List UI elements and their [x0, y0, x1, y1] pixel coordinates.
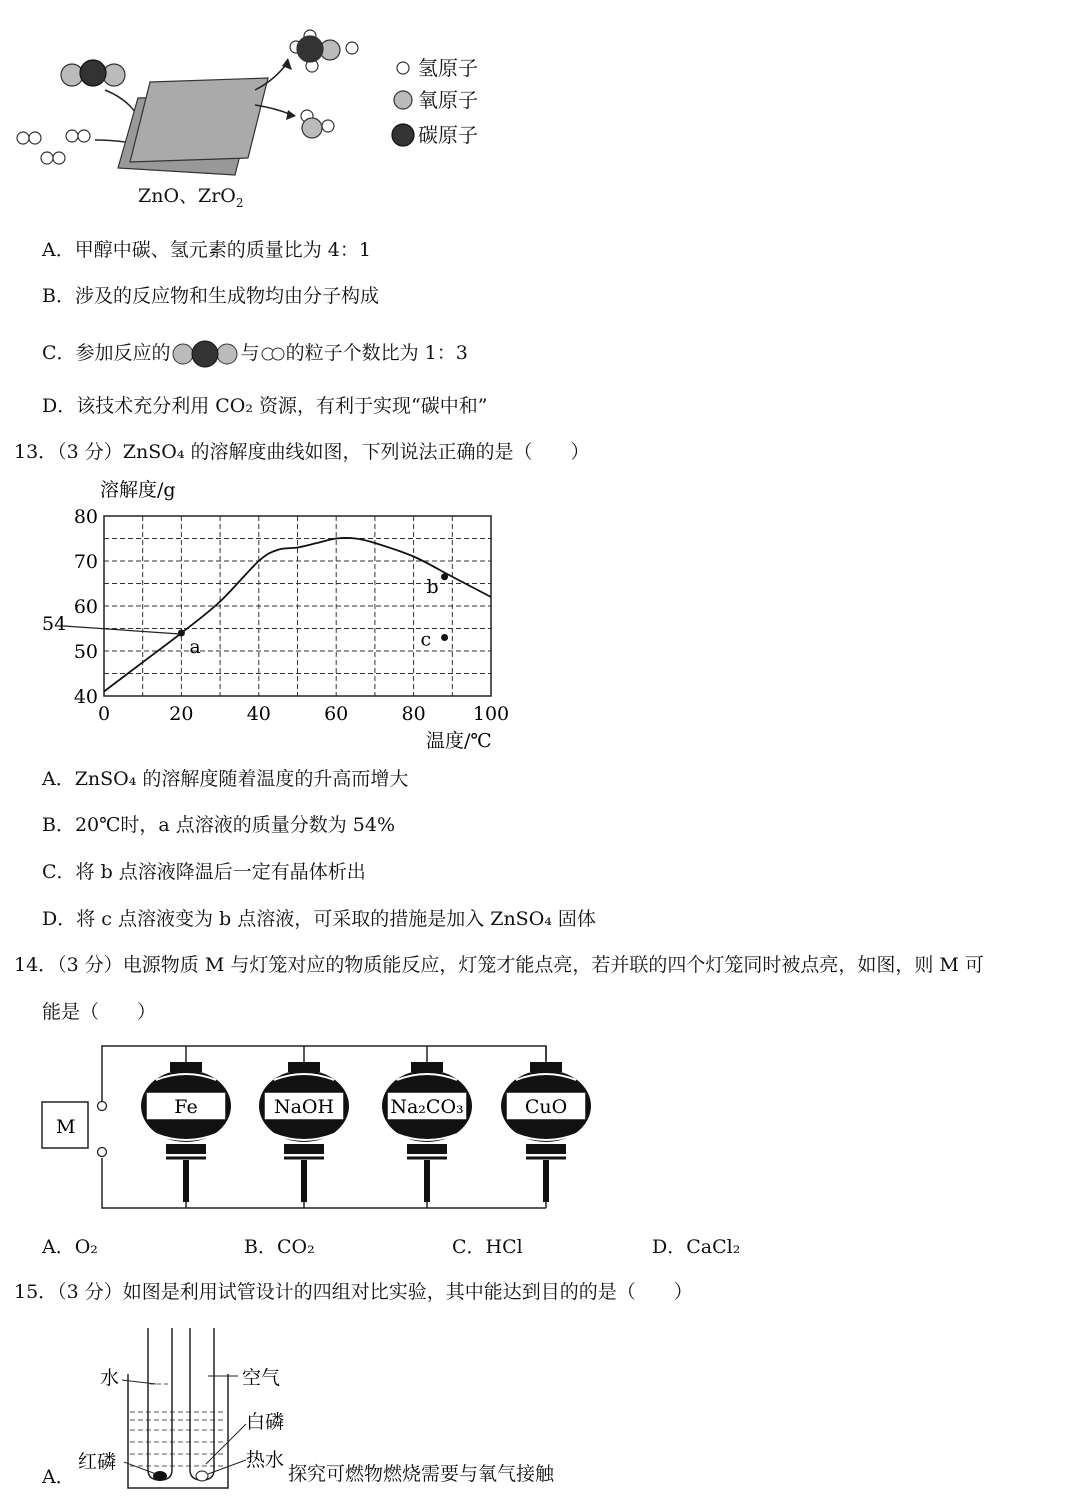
q12-option-d: D．该技术充分利用 CO₂ 资源，有利于实现“碳中和” [42, 395, 488, 417]
q13-option-c: C．将 b 点溶液降温后一定有晶体析出 [42, 861, 366, 883]
q15-option-a-text: 探究可燃物燃烧需要与氧气接触 [288, 1463, 555, 1485]
q14-option-a: A．O₂ [42, 1236, 98, 1258]
q14-option-b: B．CO₂ [244, 1236, 315, 1258]
x-tick-label: 80 [401, 703, 426, 725]
water-molecule [301, 110, 334, 138]
q12-option-c: C．参加反应的 与 的粒子个数比为 1：3 [42, 340, 468, 368]
x-tick-label: 60 [324, 703, 349, 725]
h2-molecules [17, 130, 90, 164]
co2-inline-icon [171, 340, 241, 368]
point-label-c: c [420, 628, 432, 651]
legend-oxygen-icon [394, 91, 412, 109]
beaker [128, 1374, 228, 1488]
lantern-label: Na₂CO₃ [390, 1096, 464, 1118]
point-label-b: b [426, 575, 439, 598]
lantern-0 [141, 1046, 231, 1208]
q14-stem-line1: 14．（3 分）电源物质 M 与灯笼对应的物质能反应，灯笼才能点亮，若并联的四个灯笼同时被点亮，如图，则 M 可 [14, 954, 984, 976]
legend-hydrogen: 氢原子 [418, 56, 478, 80]
test-tube-experiment [70, 1320, 300, 1500]
point-label-a: a [189, 636, 201, 658]
label-water: 水 [100, 1367, 120, 1389]
source-label: M [56, 1116, 76, 1138]
lantern-label: NaOH [273, 1096, 335, 1118]
marker-54-label: 54 [42, 613, 67, 635]
co2-molecule [61, 60, 125, 86]
label-hot-water: 热水 [246, 1449, 285, 1471]
q15-stem: 15．（3 分）如图是利用试管设计的四组对比实验，其中能达到目的的是（ ） [14, 1281, 693, 1303]
q13-stem: 13．（3 分）ZnSO₄ 的溶解度曲线如图，下列说法正确的是（ ） [14, 441, 590, 463]
lantern-2 [382, 1046, 472, 1208]
legend-carbon: 碳原子 [418, 123, 478, 147]
y-tick-label: 80 [73, 506, 98, 528]
x-tick-label: 0 [97, 703, 111, 725]
label-white-phosphorus: 白磷 [246, 1411, 285, 1433]
label-air: 空气 [242, 1367, 281, 1389]
q12-option-a: A．甲醇中碳、氢元素的质量比为 4：1 [42, 239, 371, 261]
point-a [178, 630, 185, 637]
lantern-label: Fe [174, 1096, 198, 1118]
q12-option-b: B．涉及的反应物和生成物均由分子构成 [42, 285, 379, 307]
q13-option-b: B．20℃时，a 点溶液的质量分数为 54% [42, 814, 396, 836]
white-phosphorus [196, 1471, 208, 1481]
y-tick-label: 70 [73, 551, 98, 573]
y-tick-label: 60 [73, 596, 98, 618]
red-phosphorus [153, 1471, 167, 1481]
q14-stem-line2: 能是（ ） [42, 1001, 157, 1023]
q15-option-a-letter: A． [42, 1466, 75, 1488]
lantern-label: CuO [524, 1096, 568, 1118]
h2-inline-icon [260, 345, 286, 363]
q13-option-a: A．ZnSO₄ 的溶解度随着温度的升高而增大 [42, 768, 409, 790]
q14-option-d: D．CaCl₂ [652, 1236, 741, 1258]
catalyst-label: ZnO、ZrO$_2$ [138, 185, 244, 210]
lantern-1 [259, 1046, 349, 1208]
test-tube-2 [190, 1328, 214, 1480]
legend-oxygen: 氧原子 [418, 88, 478, 112]
q14-option-c: C．HCl [452, 1236, 523, 1258]
solubility-chart [30, 470, 530, 755]
point-c [441, 634, 448, 641]
y-tick-label: 50 [73, 641, 98, 663]
test-tube-1 [148, 1328, 172, 1480]
lantern-circuit [36, 1040, 606, 1220]
point-b [441, 573, 448, 580]
x-tick-label: 20 [169, 703, 194, 725]
label-red-phosphorus: 红磷 [78, 1451, 117, 1473]
marker-54-leader [64, 626, 180, 634]
reaction-diagram [10, 20, 510, 220]
chart-xlabel: 温度/℃ [426, 730, 492, 752]
chart-ylabel: 溶解度/g [100, 479, 176, 501]
legend-hydrogen-icon [397, 62, 409, 74]
x-tick-label: 40 [246, 703, 271, 725]
q13-option-d: D．将 c 点溶液变为 b 点溶液，可采取的措施是加入 ZnSO₄ 固体 [42, 908, 596, 930]
lantern-3 [501, 1046, 591, 1208]
methanol-molecule [290, 30, 358, 72]
legend-carbon-icon [392, 124, 414, 146]
y-tick-label: 40 [73, 686, 98, 708]
x-tick-label: 100 [472, 703, 510, 725]
